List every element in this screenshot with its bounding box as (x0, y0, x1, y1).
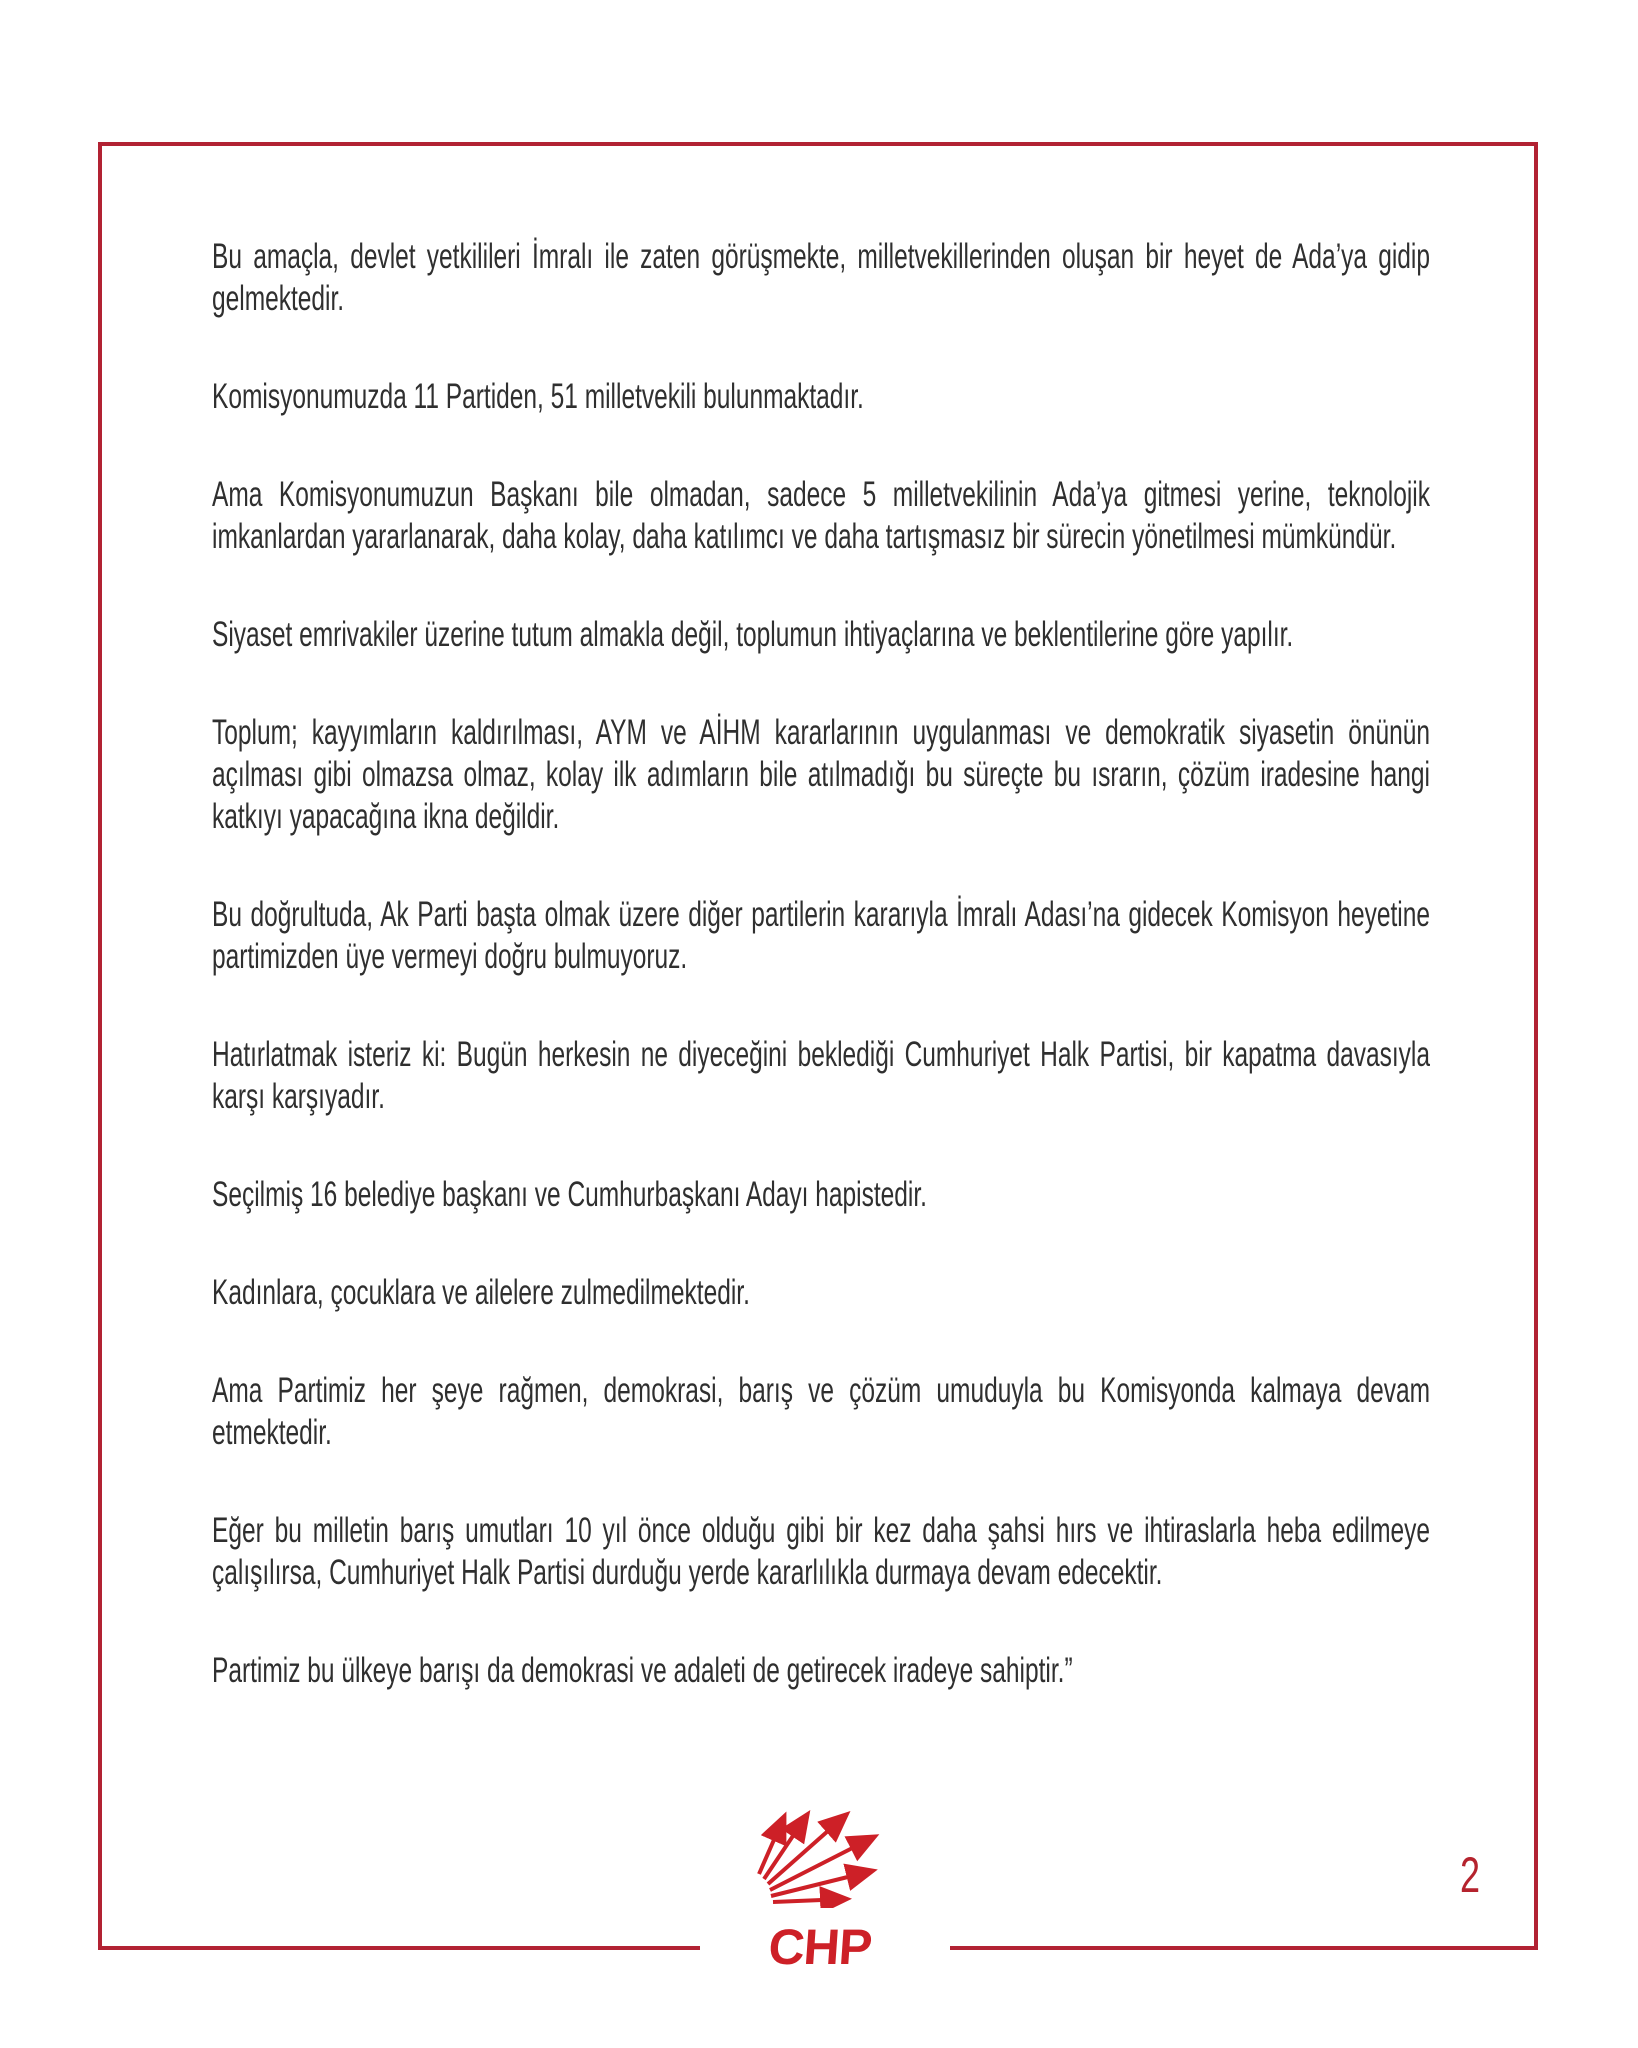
paragraph: Hatırlatmak isteriz ki: Bugün herkesin ne diyeceğini beklediği Cumhuriyet Halk Partisi, bir kapatma davasıyla karşı karşıyadır. (212, 1035, 1430, 1116)
paragraph: Partimiz bu ülkeye barışı da demokrasi ve adaleti de getirecek iradeye sahiptir.” (212, 1651, 1073, 1690)
body-text (212, 236, 1430, 1748)
paragraph: Toplum; kayyımların kaldırılması, AYM ve AİHM kararlarının uygulanması ve demokratik siyasetin önünün açılması gibi olmazsa olmaz, kolay ilk adımların bile atılmadığı bu süreçte bu ısrarın, çözüm iradesine hangi katkıyı yapacağına ikna değildir. (212, 713, 1430, 836)
paragraph: Seçilmiş 16 belediye başkanı ve Cumhurbaşkanı Adayı hapistedir. (212, 1175, 927, 1214)
paragraph: Kadınlara, çocuklara ve ailelere zulmedilmektedir. (212, 1273, 750, 1312)
paragraph: Eğer bu milletin barış umutları 10 yıl önce olduğu gibi bir kez daha şahsi hırs ve ihtiraslarla heba edilmeye çalışılırsa, Cumhuriyet Halk Partisi durduğu yerde kararlılıkla durmaya devam edecektir. (212, 1511, 1430, 1592)
paragraph: Ama Partimiz her şeye rağmen, demokrasi, barış ve çözüm umuduyla bu Komisyonda kalmaya devam etmektedir. (212, 1371, 1430, 1452)
chp-six-arrows-icon (745, 1804, 895, 1908)
paragraph: Komisyonumuzda 11 Partiden, 51 milletvekili bulunmaktadır. (212, 377, 864, 416)
page-number: 2 (1459, 1847, 1481, 1903)
paragraph: Bu doğrultuda, Ak Parti başta olmak üzere diğer partilerin kararıyla İmralı Adası’na gidecek Komisyon heyetine partimizden üye vermeyi doğru bulmuyoruz. (212, 895, 1430, 976)
chp-logo (742, 1804, 898, 1990)
chp-wordmark: CHP (766, 1919, 874, 1975)
paragraph: Siyaset emrivakiler üzerine tutum almakla değil, toplumun ihtiyaçlarına ve beklentilerine göre yapılır. (212, 615, 1294, 654)
paragraph: Bu amaçla, devlet yetkilileri İmralı ile zaten görüşmekte, milletvekillerinden oluşan bir heyet de Ada’ya gidip gelmektedir. (212, 237, 1430, 318)
paragraph: Ama Komisyonumuzun Başkanı bile olmadan, sadece 5 milletvekilinin Ada’ya gitmesi yerine, teknolojik imkanlardan yararlanarak, daha kolay, daha katılımcı ve daha tartışmasız bir sürecin yönetilmesi mümkündür. (212, 475, 1430, 556)
